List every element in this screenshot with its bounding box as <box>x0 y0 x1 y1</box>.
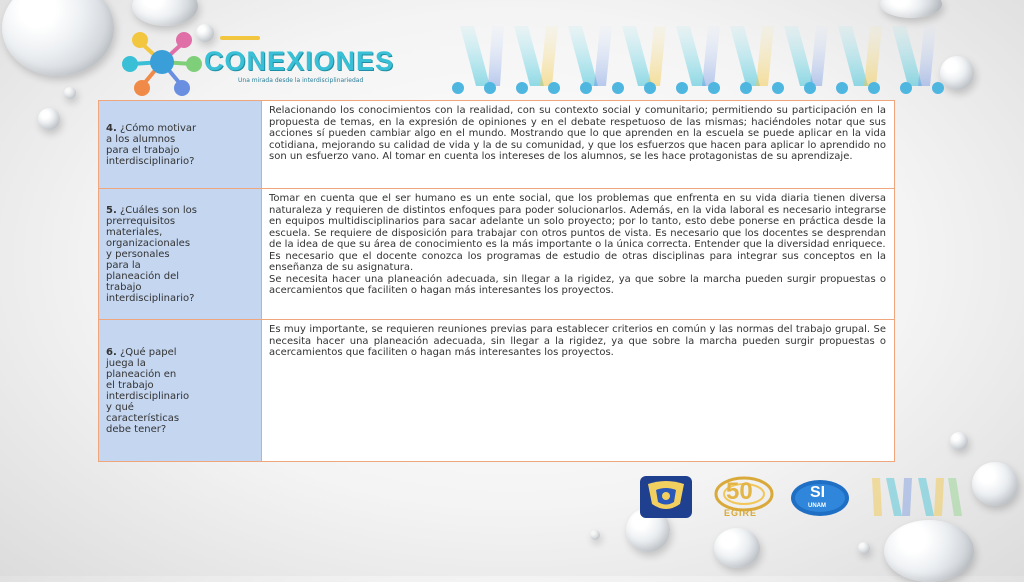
decorative-bubble <box>884 520 974 582</box>
decorative-bubble <box>858 542 870 554</box>
decorative-bubble <box>880 0 942 18</box>
si-unam-logo <box>790 478 850 518</box>
question-cell <box>99 320 262 462</box>
decorative-bubble <box>38 108 60 130</box>
answer-cell <box>262 101 895 189</box>
table-row <box>99 189 895 320</box>
answer-cell <box>262 320 895 462</box>
answer-paragraph: Es necesario que el docente conozca los programas de estudio de otras disciplinas para integrar sus conceptos en la enseñanza de su asignatura. <box>269 250 886 273</box>
question-text: ¿Cuáles son los prerrequisitos materiales, organizacionales y personales para la planeación del trabajo interdisciplinario? <box>106 204 197 304</box>
logo-subtitle: Una mirada desde la interdisciplinariedad <box>238 77 364 84</box>
decorative-stripes-small <box>868 474 964 520</box>
decorative-bubble <box>714 528 760 568</box>
question-number: 5. <box>106 204 117 216</box>
answer-cell <box>262 189 895 320</box>
conexiones-logo <box>120 28 420 98</box>
anniversary-logo <box>708 474 774 520</box>
answer-paragraph: Relacionando los conocimientos con la realidad, con su contexto social y comunitario; permitiendo su participación en la propuesta de temas, en la expresión de opiniones y en el debate respetuoso de las mismas; haciéndoles notar que sus acciones sí pueden cambiar algo en el mundo. Mostrando que lo que aprenden en la escuela se puede aplicar en la vida cotidiana, mejorando su calidad de vida y la de su comunidad, y que los esfuerzos que hacen para aplicar lo aprendido no son un esfuerzo vano. Al tomar en cuenta los intereses de los alumnos, se les hace protagonistas de su aprendizaje. <box>269 105 886 162</box>
decorative-bubble <box>590 530 600 540</box>
decorative-bubble <box>132 0 198 26</box>
decorative-stripes <box>440 18 960 96</box>
question-text: ¿Cómo motivar a los alumnos para el trabajo interdisciplinario? <box>106 122 197 167</box>
logo-title: CONEXIONES <box>204 46 395 76</box>
decorative-bubble <box>64 87 76 99</box>
anniversary-subtitle: EGIRE <box>724 508 758 518</box>
table-row <box>99 101 895 189</box>
qa-table <box>98 100 895 462</box>
decorative-bubble <box>972 462 1018 506</box>
anniversary-number: 50 <box>726 478 753 505</box>
logo-accent-bar <box>220 36 260 40</box>
question-text: ¿Qué papel juega la planeación en el trabajo interdisciplinario y qué características debe tener? <box>106 346 190 435</box>
unam-shield-logo <box>638 474 694 520</box>
molecule-icon <box>120 28 204 98</box>
question-number: 6. <box>106 346 117 358</box>
si-subtitle: UNAM <box>808 503 826 509</box>
decorative-bubble <box>950 432 968 450</box>
table-row <box>99 320 895 462</box>
question-number: 4. <box>106 122 117 134</box>
answer-paragraph: Tomar en cuenta que el ser humano es un ente social, que los problemas que enfrenta en su vida diaria tienen diversa naturaleza y requieren de distintos enfoques para poder solucionarlos. Además, en la vida laboral es necesario integrarse en equipos multidisciplinarios para sacar adelante un solo proyecto; por lo tanto, esto debe ponerse en práctica desde la escuela. Se requiere de disposición para trabajar con otros puntos de vista. Es necesario que los docentes se desprendan de la idea de que su área de conocimiento es la más importante o la única correcta. Entender que la diversidad enriquece. <box>269 193 886 250</box>
si-text: SI <box>810 484 826 501</box>
answer-paragraph: Es muy importante, se requieren reuniones previas para establecer criterios en común y las normas del trabajo grupal. Se necesita hacer una planeación adecuada, sin llegar a la rigidez, ya que sobre la marcha pueden surgir propuestas o acercamientos que faciliten o hagan más interesantes los proyectos. <box>269 324 886 358</box>
answer-paragraph: Se necesita hacer una planeación adecuada, sin llegar a la rigidez, ya que sobre la marcha pueden surgir propuestas o acercamientos que faciliten o hagan más interesantes los proyectos. <box>269 273 886 296</box>
question-cell <box>99 101 262 189</box>
decorative-bubble <box>2 0 114 76</box>
question-cell <box>99 189 262 320</box>
